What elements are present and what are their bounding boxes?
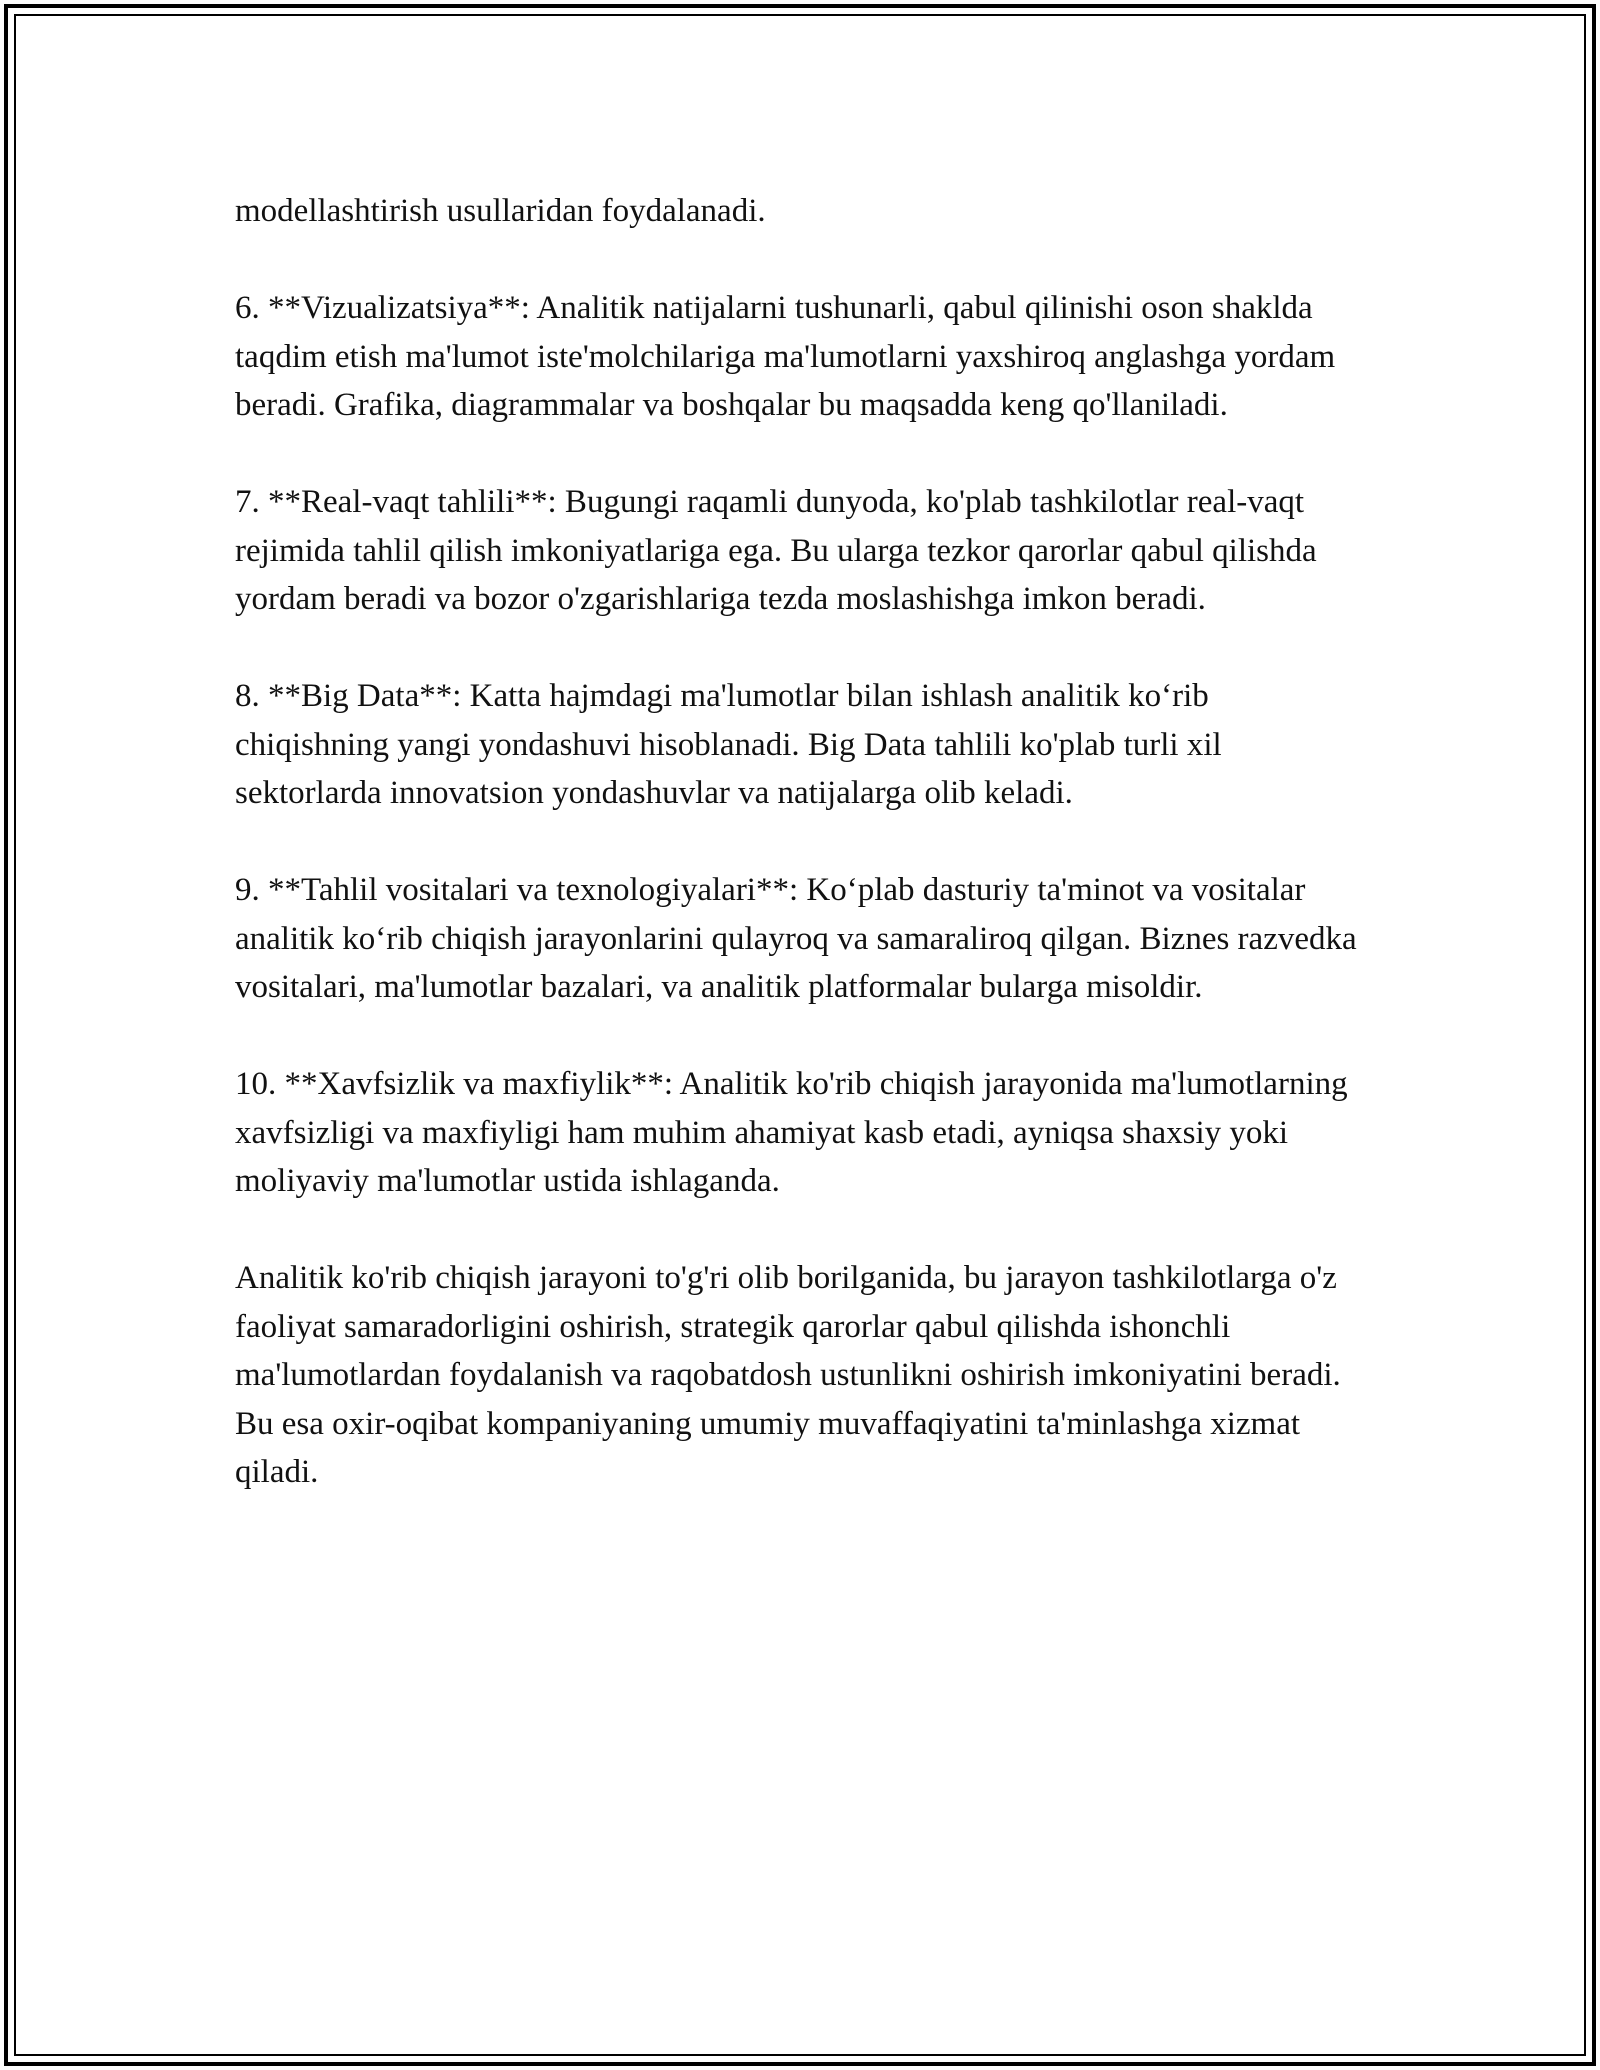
paragraph-real-vaqt-tahlili: 7. **Real-vaqt tahlili**: Bugungi raqamli dunyoda, ko'plab tashkilotlar real-vaqt rejimida tahlil qilish imkoniyatlariga ega. Bu ularga tezkor qarorlar qabul qilishda yordam beradi va bozor o'zgarishlariga tezda moslashishga imkon beradi. [235, 484, 1317, 617]
paragraph-vizualizatsiya: 6. **Vizualizatsiya**: Analitik natijalarni tushunarli, qabul qilinishi oson shaklda taqdim etish ma'lumot iste'molchilariga ma'lumotlarni yaxshiroq anglashga yordam beradi. Grafika, diagrammalar va boshqalar bu maqsadda keng qo'llaniladi. [235, 290, 1336, 423]
paragraph-xavfsizlik: 10. **Xavfsizlik va maxfiylik**: Analitik ko'rib chiqish jarayonida ma'lumotlarning xavfsizligi va maxfiyligi ham muhim ahamiyat kasb etadi, ayniqsa shaxsiy yoki moliyaviy ma'lumotlar ustida ishlaganda. [235, 1066, 1348, 1199]
paragraph-tahlil-vositalari: 9. **Tahlil vositalari va texnologiyalari**: Ko‘plab dasturiy ta'minot va vositalar analitik ko‘rib chiqish jarayonlarini qulayroq va samaraliroq qilgan. Biznes razvedka vositalari, ma'lumotlar bazalari, va analitik platformalar bularga misoldir. [235, 872, 1357, 1005]
paragraph-continuation: modellashtirish usullaridan foydalanadi. [235, 193, 766, 229]
document-body [235, 187, 1370, 1497]
paragraph-big-data: 8. **Big Data**: Katta hajmdagi ma'lumotlar bilan ishlash analitik ko‘rib chiqishning yangi yondashuvi hisoblanadi. Big Data tahlili ko'plab turli xil sektorlarda innovatsion yondashuvlar va natijalarga olib keladi. [235, 678, 1222, 811]
paragraph-conclusion: Analitik ko'rib chiqish jarayoni to'g'ri olib borilganida, bu jarayon tashkilotlarga o'z faoliyat samaradorligini oshirish, strategik qarorlar qabul qilishda ishonchli ma'lumotlardan foydalanish va raqobatdosh ustunlikni oshirish imkoniyatini beradi. Bu esa oxir-oqibat kompaniyaning umumiy muvaffaqiyatini ta'minlashga xizmat qiladi. [235, 1260, 1341, 1490]
